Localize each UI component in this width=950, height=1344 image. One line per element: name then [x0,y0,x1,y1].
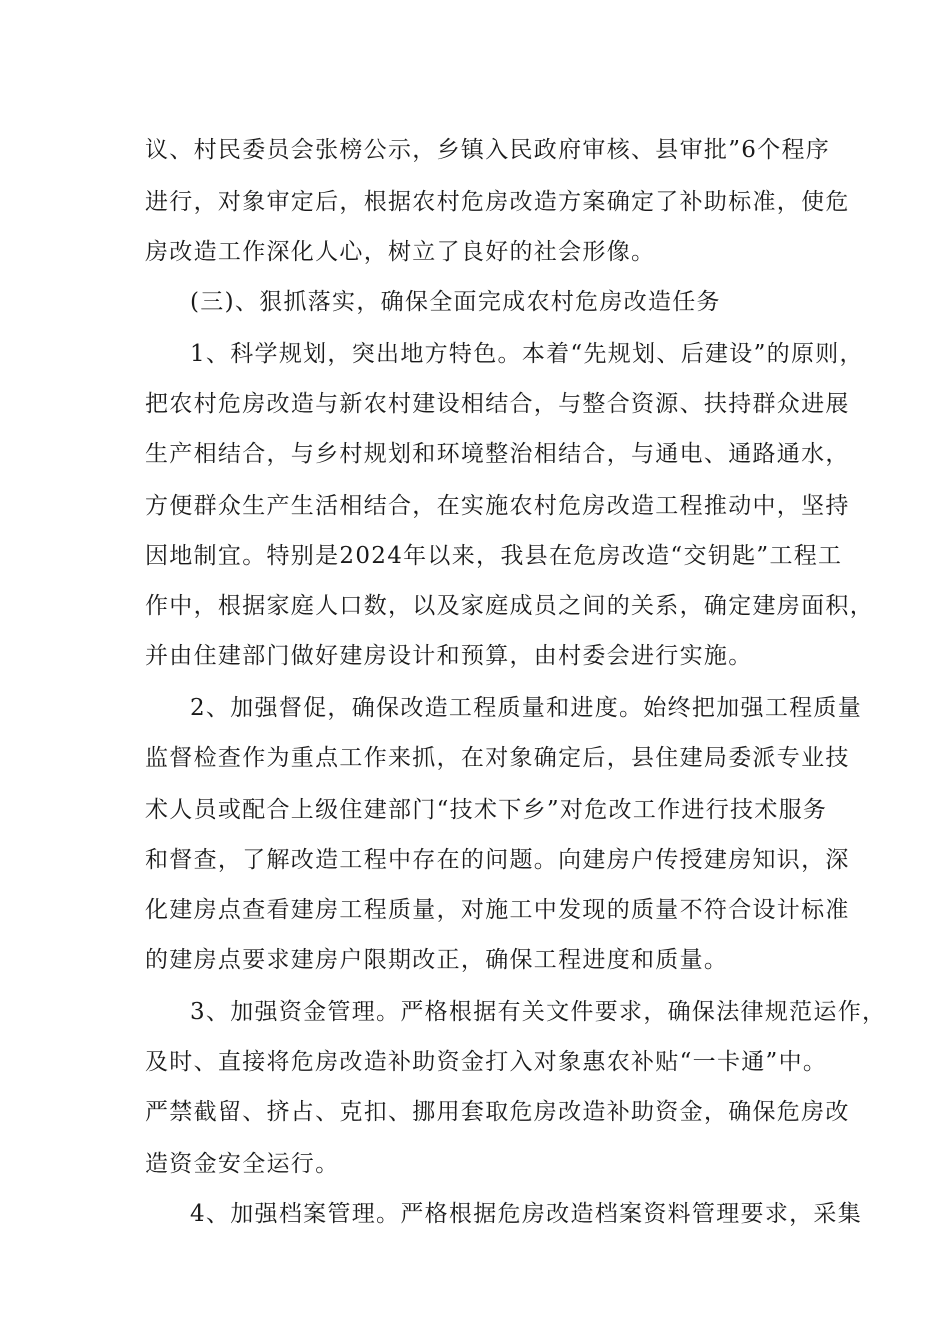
paragraph-line: 进行，对象审定后，根据农村危房改造方案确定了补助标准，使危 [145,189,850,215]
paragraph-line: 术人员或配合上级住建部门“技术下乡”对危改工作进行技术服务 [145,797,828,823]
paragraph-line: 的建房点要求建房户限期改正，确保工程进度和质量。 [145,947,729,973]
paragraph-line: 造资金安全运行。 [145,1151,340,1177]
paragraph-line: 议、村民委员会张榜公示，乡镇入民政府审核、县审批”6个程序 [145,137,831,163]
paragraph-line: 2、加强督促，确保改造工程质量和进度。始终把加强工程质量 [190,695,863,721]
section-heading: (三)、狠抓落实，确保全面完成农村危房改造任务 [190,289,721,315]
paragraph-line: 和督查，了解改造工程中存在的问题。向建房户传授建房知识，深 [145,847,850,873]
paragraph-line: 及时、直接将危房改造补助资金打入对象惠农补贴“一卡通”中。 [145,1049,828,1075]
paragraph-line: 作中，根据家庭人口数，以及家庭成员之间的关系，确定建房面积， [145,593,874,619]
paragraph-line: 4、加强档案管理。严格根据危房改造档案资料管理要求，采集 [190,1201,863,1227]
paragraph-line: 方便群众生产生活相结合，在实施农村危房改造工程推动中，坚持 [145,493,850,519]
paragraph-line: 监督检查作为重点工作来抓，在对象确定后，县住建局委派专业技 [145,745,850,771]
paragraph-line: 把农村危房改造与新农村建设相结合，与整合资源、扶持群众进展 [145,391,850,417]
paragraph-line: 并由住建部门做好建房设计和预算，由村委会进行实施。 [145,643,753,669]
paragraph-line: 严禁截留、挤占、克扣、挪用套取危房改造补助资金，确保危房改 [145,1099,850,1125]
paragraph-line: 3、加强资金管理。严格根据有关文件要求，确保法律规范运作， [190,999,887,1025]
paragraph-line: 化建房点查看建房工程质量，对施工中发现的质量不符合设计标准 [145,897,850,923]
paragraph-line: 房改造工作深化人心，树立了良好的社会形像。 [145,239,656,265]
paragraph-line: 因地制宜。特别是2024年以来，我县在危房改造“交钥匙”工程工 [145,543,843,569]
paragraph-line: 1、科学规划，突出地方特色。本着“先规划、后建设”的原则， [190,341,864,367]
paragraph-line: 生产相结合，与乡村规划和环境整治相结合，与通电、通路通水， [145,441,850,467]
